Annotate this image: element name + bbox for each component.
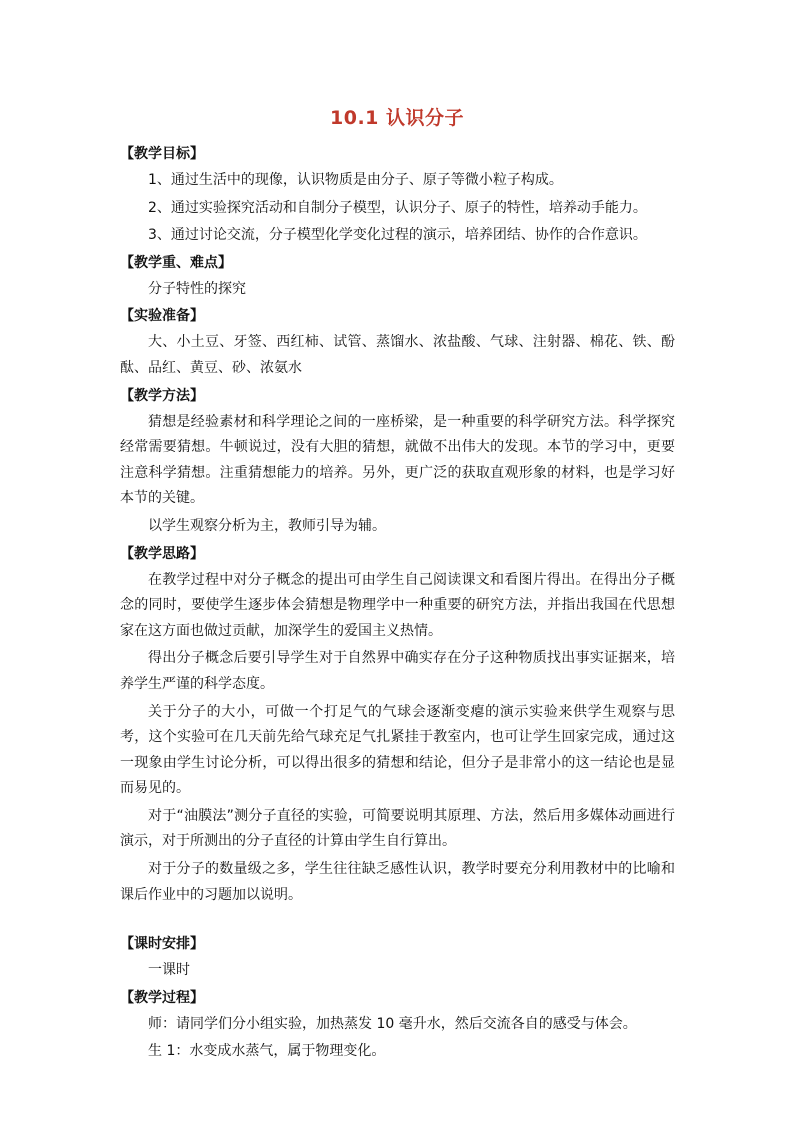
approach-paragraph-2: 得出分子概念后要引导学生对于自然界中确实存在分子这种物质找出事实证据来，培养学生严谨的科学态度。 — [120, 650, 675, 692]
heading-key-points: 【教学重、难点】 — [120, 254, 232, 271]
section-gap — [120, 910, 675, 932]
document-title: 10.1 认识分子 — [330, 107, 464, 129]
approach-paragraph-5: 对于分子的数量级之多，学生往往缺乏感性认识，教学时要充分利用教材中的比喻和课后作业中的习题加以说明。 — [120, 861, 675, 903]
heading-approach: 【教学思路】 — [120, 545, 204, 562]
heading-prep: 【实验准备】 — [120, 308, 204, 325]
key-points-text: 分子特性的探究 — [148, 280, 246, 297]
schedule-text: 一课时 — [148, 962, 190, 979]
process-paragraph-1: 师：请同学们分小组实验，加热蒸发 10 毫升水，然后交流各自的感受与体会。 — [148, 1015, 637, 1032]
heading-goals: 【教学目标】 — [120, 146, 204, 162]
approach-paragraph-4: 对于“油膜法”测分子直径的实验，可简要说明其原理、方法，然后用多媒体动画进行演示，对于所测出的分子直径的计算由学生自行算出。 — [120, 807, 675, 850]
method-paragraph-2: 以学生观察分析为主，教师引导为辅。 — [148, 517, 386, 534]
heading-method: 【教学方法】 — [120, 387, 204, 404]
prep-text: 大、小土豆、牙签、西红柿、试管、蒸馏水、浓盐酸、气球、注射器、棉花、铁、酚酞、品红、黄豆、砂、浓氨水 — [120, 334, 675, 376]
approach-paragraph-1: 在教学过程中对分子概念的提出可由学生自己阅读课文和看图片得出。在得出分子概念的同时，要使学生逐步体会猜想是物理学中一种重要的研究方法，并指出我国在代思想家在这方面也做过贡献，加深学生的爱国主义热情。 — [120, 571, 675, 639]
document-body — [120, 142, 675, 1067]
goal-item-1: 1、通过生活中的现像，认识物质是由分子、原子等微小粒子构成。 — [148, 172, 563, 188]
heading-process: 【教学过程】 — [120, 989, 204, 1006]
heading-schedule: 【课时安排】 — [120, 936, 204, 953]
goal-item-3: 3、通过讨论交流，分子模型化学变化过程的演示，培养团结、协作的合作意识。 — [148, 227, 647, 244]
method-paragraph-1: 猜想是经验素材和科学理论之间的一座桥梁，是一种重要的科学研究方法。科学探究经常需要猜想。牛顿说过，没有大胆的猜想，就做不出伟大的发现。本节的学习中，更要注意科学猜想。注重猜想能力的培养。另外，更广泛的获取直观形象的材料，也是学习好本节的关键。 — [120, 413, 675, 507]
goal-item-2: 2、通过实验探究活动和自制分子模型，认识分子、原子的特性，培养动手能力。 — [148, 199, 647, 216]
approach-paragraph-3: 关于分子的大小，可做一个打足气的气球会逐渐变瘪的演示实验来供学生观察与思考，这个实验可在几天前先给气球充足气扎紧挂于教室内，也可让学生回家完成，通过这一现象由学生讨论分析，可以得出很多的猜想和结论，但分子是非常小的这一结论也是显而易见的。 — [120, 703, 675, 797]
process-paragraph-2: 生 1：水变成水蒸气，属于物理变化。 — [148, 1043, 386, 1060]
